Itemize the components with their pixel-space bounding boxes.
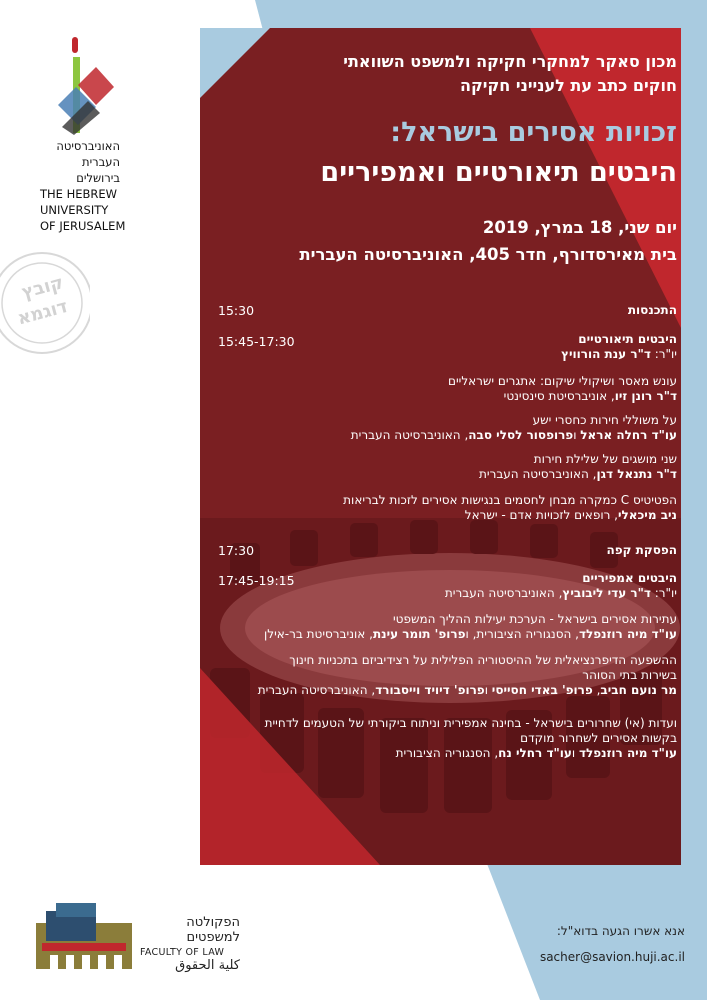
talk-2-4: הפטיטיס C כמקרה מבחן לחסמים בנגישות אסירים לזכות לבריאות ניב מיכאלי, רופאים לזכויות אדם - ישראל <box>343 493 677 522</box>
time-s3: 17:30 <box>218 543 255 558</box>
stamp-line-1: קובץ <box>19 272 66 304</box>
contact-email[interactable]: sacher@savion.huji.ac.il <box>539 950 685 964</box>
session-1-head: התכנסות <box>627 303 677 317</box>
stamp-line-2: דוגמא <box>15 295 70 330</box>
session-4-head: היבטים אמפיריים <box>582 571 677 585</box>
contact-info <box>465 918 685 970</box>
event-date: יום שני, 18 במרץ, 2019 <box>482 218 677 237</box>
talk-2-2: על משוללי חירות כחסרי ישע עו"ד רחלה אראל ופרופסור לסלי סבה, האוניברסיטה העברית <box>350 413 677 442</box>
title-line-2: היבטים תיאורטיים ואמפיריים <box>320 157 677 188</box>
journal-name: חוקים כתב עת לענייני חקיקה <box>460 76 677 95</box>
blue-right-strip <box>681 300 707 740</box>
session-3 <box>257 543 677 558</box>
time-s2: 15:45-17:30 <box>218 334 295 349</box>
talk-2-1: עונש מאסר ושיקולי שיקום: אתגרים ישראליים ד"ר רונן זיו, אוניברסיטת סינסינטי <box>447 374 677 403</box>
session-4-chair: יו"ר: ד"ר עדי ליבוביץ, האוניברסיטה העברית <box>444 586 677 600</box>
session-2-head: היבטים תיאורטיים <box>578 332 677 346</box>
talk-4-2: ההשפעה הדיפרנציאלית של ההיסטוריה הפלילית על רצידיביזם בתכניות חינוך בשירות בתי הסוהר מר נועם חביב, פרופ' באדי חסייסי ופרופ' דיויד וייסבורד, האוניברסיטה העברית <box>257 653 677 697</box>
event-title <box>217 113 677 193</box>
talk-4-3: ועדות (אי) שחרורים בישראל - בחינה אמפירית וניתוח ביקורתי של הטעמים לדחיית בקשות אסירים לשחרור מוקדם עו"ד מיה רוזנפלד ועו"ד רחלי נח, הסנגוריה הציבורית <box>264 716 677 760</box>
session-3-head: הפסקת קפה <box>606 543 677 557</box>
time-s1: 15:30 <box>218 303 255 318</box>
title-line-1: זכויות אסירים בישראל: <box>390 117 677 148</box>
event-when-where <box>217 214 677 268</box>
huji-logo-icon <box>18 35 128 135</box>
session-1 <box>257 303 677 318</box>
session-2 <box>257 332 677 362</box>
talk-4-1: עתירות אסירים בישראל - הערכת יעילות ההליך המשפטי עו"ד מיה רוזנפלד, הסנגוריה הציבורית, ופרופ' תומר עינת, אוניברסיטת בר-אילן <box>264 612 677 641</box>
event-venue: בית מאירסדורף, חדר 405, האוניברסיטה העברית <box>299 245 677 264</box>
session-4 <box>257 571 677 601</box>
huji-name: האוניברסיטה העברית בירושלים THE HEBREW UNIVERSITY OF JERUSALEM <box>40 139 126 233</box>
talk-2-3: שני מושגים של שלילת חירות ד"ר נתנאל דגן, האוניברסיטה העברית <box>479 452 677 481</box>
header-institute <box>217 50 677 98</box>
session-2-chair: יו"ר: ד"ר ענת הורוויץ <box>561 347 677 361</box>
sample-stamp-icon <box>0 248 90 358</box>
time-s4: 17:45-19:15 <box>218 573 295 588</box>
law-faculty-name: הפקולטה למשפטים FACULTY OF LAW كلية الحقوق <box>140 915 240 973</box>
rsvp-text: אנא אשרו הגעה בדוא"ל: <box>556 924 685 938</box>
institute-name: מכון סאקר למחקרי חקיקה ולמשפט השוואתי <box>343 52 677 71</box>
law-faculty-logo-icon <box>36 903 132 969</box>
